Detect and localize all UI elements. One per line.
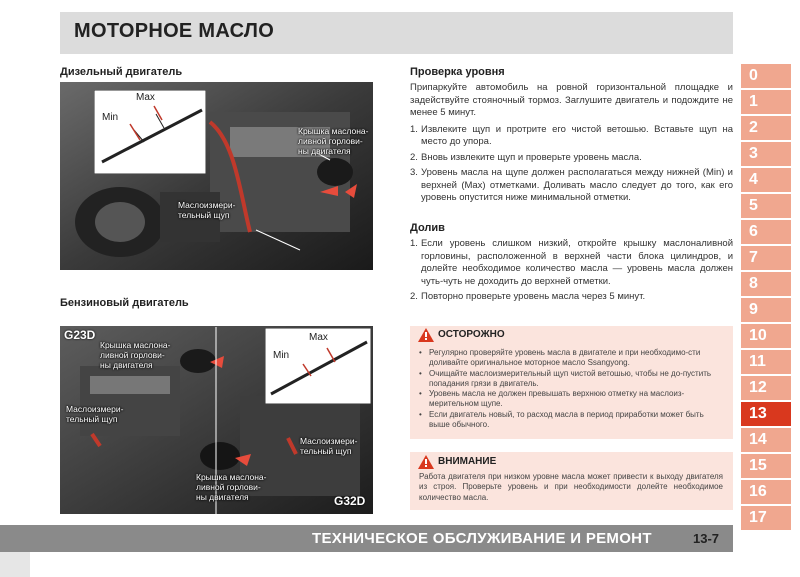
dipstick-label: Маслоизмери- тельный щуп bbox=[178, 200, 236, 220]
list-item bbox=[410, 152, 733, 165]
oil-cap-label-g23d: Крышка маслона- ливной горлови- ны двигателя bbox=[100, 340, 171, 370]
page-footer bbox=[0, 525, 733, 552]
check-section-title: Проверка уровня bbox=[410, 66, 505, 78]
dipstick-label-g32d: Маслоизмери- тельный щуп bbox=[300, 436, 358, 456]
list-item-text: Повторно проверьте уровень масла через 5 минут. bbox=[421, 291, 646, 302]
oil-cap-label-g32d: Крышка маслона- ливной горлови- ны двигателя bbox=[196, 472, 267, 502]
chapter-tab-11[interactable]: 11 bbox=[741, 350, 791, 374]
chapter-tab-7[interactable]: 7 bbox=[741, 246, 791, 270]
petrol-dipstick-inset bbox=[265, 328, 371, 404]
max-label: Max bbox=[309, 332, 328, 343]
warning-icon bbox=[418, 328, 434, 342]
list-item-number: 1. bbox=[410, 238, 418, 249]
list-item-text: Если уровень слишком низкий, откройте крышку маслоналивной горловины, расположенной в верхней части блока цилиндров, и долейте необходимое количество масла — уровень масла должен чуть-чуть не доходить до верхней отметки. bbox=[421, 238, 733, 287]
diesel-section-title: Дизельный двигатель bbox=[60, 66, 183, 78]
check-section-body bbox=[410, 82, 733, 208]
chapter-tab-8[interactable]: 8 bbox=[741, 272, 791, 296]
list-item-number: 1. bbox=[410, 123, 418, 135]
attention-title: ВНИМАНИЕ bbox=[438, 456, 497, 467]
attention-box bbox=[410, 452, 733, 510]
check-intro: Припаркуйте автомобиль на ровной горизонтальной площадке и задействуйте стояночный тормоз. Заглушите двигатель и подождите не менее 5 минут. bbox=[410, 82, 733, 118]
engine-code-left: G23D bbox=[64, 328, 96, 342]
topup-section-title: Долив bbox=[410, 222, 445, 234]
list-item bbox=[410, 124, 733, 149]
list-item-text: Вновь извлеките щуп и проверьте уровень масла. bbox=[421, 151, 642, 163]
topup-section-body bbox=[410, 238, 733, 307]
list-item-number: 3. bbox=[410, 167, 418, 178]
list-item bbox=[410, 291, 733, 304]
caution-title: ОСТОРОЖНО bbox=[438, 329, 505, 340]
caution-bullet bbox=[419, 410, 723, 431]
warning-icon bbox=[418, 455, 434, 469]
caution-bullet-text: Очищайте маслоизмерительный щуп чистой ветошью, чтобы не до-пустить попадания грязи в двигатель. bbox=[429, 368, 712, 388]
list-item-number: 2. bbox=[410, 291, 418, 302]
chapter-tab-17[interactable]: 17 bbox=[741, 506, 791, 530]
chapter-tab-1[interactable]: 1 bbox=[741, 90, 791, 114]
chapter-tab-0[interactable]: 0 bbox=[741, 64, 791, 88]
chapter-tab-9[interactable]: 9 bbox=[741, 298, 791, 322]
page-header bbox=[60, 12, 733, 54]
caution-bullet bbox=[419, 348, 723, 369]
bullet-dot-icon: • bbox=[419, 409, 422, 419]
caution-bullet bbox=[419, 369, 723, 390]
chapter-tab-10[interactable]: 10 bbox=[741, 324, 791, 348]
list-item-number: 2. bbox=[410, 151, 418, 163]
corner-decoration bbox=[0, 552, 30, 577]
chapter-tab-13[interactable]: 13 bbox=[741, 402, 791, 426]
max-label: Max bbox=[136, 92, 155, 103]
check-steps-list bbox=[410, 124, 733, 205]
min-label: Min bbox=[102, 112, 119, 123]
min-label: Min bbox=[273, 350, 290, 361]
chapter-tab-15[interactable]: 15 bbox=[741, 454, 791, 478]
caution-box bbox=[410, 326, 733, 439]
diesel-engine-photo bbox=[60, 82, 373, 270]
caution-bullet-text: Уровень масла не должен превышать верхнюю отметку на маслоиз-мерительном щупе. bbox=[429, 389, 685, 409]
chapter-tab-2[interactable]: 2 bbox=[741, 116, 791, 140]
caution-bullet-text: Если двигатель новый, то расход масла в период приработки может быть выше обычного. bbox=[429, 409, 704, 430]
petrol-engine-photo bbox=[60, 326, 373, 514]
chapter-tab-12[interactable]: 12 bbox=[741, 376, 791, 400]
chapter-tab-3[interactable]: 3 bbox=[741, 142, 791, 166]
chapter-tab-16[interactable]: 16 bbox=[741, 480, 791, 504]
caution-bullet bbox=[419, 389, 723, 410]
engine-code-right: G32D bbox=[334, 494, 366, 508]
petrol-section-title: Бензиновый двигатель bbox=[60, 297, 189, 309]
page-title: МОТОРНОЕ МАСЛО bbox=[74, 20, 275, 42]
list-item-text: Извлеките щуп и протрите его чистой ветошью. Вставьте щуп на место до упора. bbox=[421, 123, 733, 147]
footer-title: ТЕХНИЧЕСКОЕ ОБСЛУЖИВАНИЕ И РЕМОНТ bbox=[312, 530, 652, 547]
chapter-tab-5[interactable]: 5 bbox=[741, 194, 791, 218]
caution-bullet-text: Регулярно проверяйте уровень масла в двигателе и при необходимо-сти доливайте оригинальное моторное масло Ssangyong. bbox=[429, 348, 701, 368]
list-item-text: Уровень масла на щупе должен располагаться между нижней (Min) и верхней (Max) отметками. Доливать масло следует до того, как его уровень опустится ниже минимальной отметки. bbox=[421, 167, 733, 203]
dipstick-label-g23d: Маслоизмери- тельный щуп bbox=[66, 404, 124, 424]
caution-bullets bbox=[419, 348, 723, 430]
diesel-dipstick-inset bbox=[94, 90, 206, 174]
chapter-tab-6[interactable]: 6 bbox=[741, 220, 791, 244]
attention-text: Работа двигателя при низком уровне масла может привести к выходу двигателя из строя. Проверьте уровень и при необходимости долейте необходимое количество масла. bbox=[419, 472, 723, 502]
chapter-tab-14[interactable]: 14 bbox=[741, 428, 791, 452]
bullet-dot-icon: • bbox=[419, 368, 422, 378]
bullet-dot-icon: • bbox=[419, 348, 422, 357]
topup-steps-list bbox=[410, 238, 733, 304]
chapter-tab-4[interactable]: 4 bbox=[741, 168, 791, 192]
oil-cap-label: Крышка маслона- ливной горлови- ны двигателя bbox=[298, 126, 369, 156]
list-item bbox=[410, 167, 733, 205]
list-item bbox=[410, 238, 733, 288]
page-number: 13-7 bbox=[693, 531, 720, 546]
bullet-dot-icon: • bbox=[419, 389, 422, 399]
